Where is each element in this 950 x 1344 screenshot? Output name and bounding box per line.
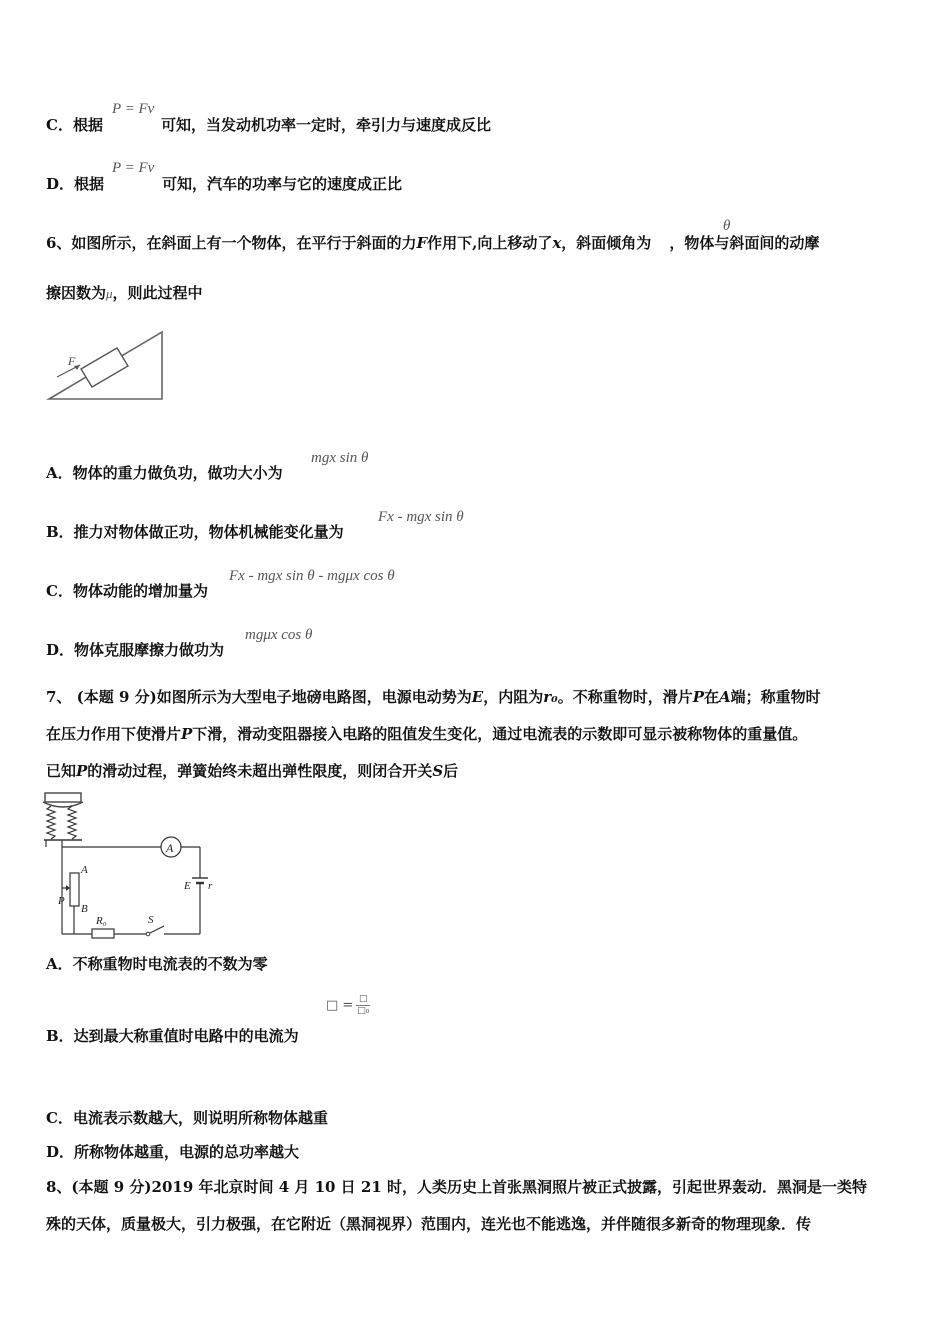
weighing-platform [45,793,81,802]
q7-option-b-formula-denominator: □₀ [357,1006,370,1016]
q5-option-c-prefix: C．根据 [46,116,103,134]
q7-option-b-formula [326,994,370,1017]
resistor-R0 [92,929,114,938]
q7-stem-line3 [46,761,458,781]
force-label-F: F [68,354,76,368]
q8-stem-line2: 殊的天体，质量极大，引力极强，在它附近（黑洞视界）范围内，连光也不能逃逸，并伴随很多新奇的物理现象．传 [46,1215,812,1233]
q7-stem-line1 [46,687,821,707]
q6-text: 作用下,向上移动了 [427,234,553,252]
q6-var-x: x [552,234,562,252]
q6-var-F: F [416,234,428,252]
q6-option-c-text: C．物体动能的增加量为 [46,582,208,600]
q7-var-P: P [181,725,193,743]
platform-base [43,802,83,807]
spring-right [68,806,76,839]
q7-stem-line2 [46,724,807,744]
q6-option-d-text: D．物体克服摩擦力做功为 [46,641,225,659]
q7-var-A: A [719,688,731,706]
q7-option-b-formula-lhs: □ = [326,998,354,1013]
q7-text: 已知 [46,762,77,780]
incline-figure [44,325,170,407]
q5-option-c [46,115,491,135]
q7-text: 在压力作用下使滑片 [46,725,182,743]
rheostat [70,873,79,906]
q7-option-a: A．不称重物时电流表的不数为零 [46,955,268,973]
q6-stem-line2 [46,283,203,304]
q6-option-b-text: B．推力对物体做正功，物体机械能变化量为 [46,523,344,541]
q6-option-b-formula: Fx - mgx sin θ [378,509,464,525]
q7-text: 端；称重物时 [730,688,821,706]
q6-mu-symbol: μ [106,286,113,301]
q7-option-d: D．所称物体越重，电源的总功率越大 [46,1143,300,1161]
weighbridge-circuit-figure [40,790,220,942]
q7-text: 下滑，滑动变阻器接入电路的阻值发生变化，通过电流表的示数即可显示被称物体的重量值。 [192,725,808,743]
q6-text: ，斜面倾角为 [561,234,652,252]
q5-option-d-suffix: 可知，汽车的功率与它的速度成正比 [162,175,403,193]
q6-option-c [46,581,208,601]
q6-option-a-formula: mgx sin θ [311,450,369,466]
q7-var-P: P [692,688,704,706]
q7-var-r0: r₀ [543,688,558,706]
q7-text: ，内阻为 [483,688,544,706]
q7-var-P: P [76,762,88,780]
q6-option-b [46,522,344,542]
q7-option-c: C．电流表示数越大，则说明所称物体越重 [46,1109,328,1127]
q7-option-b-formula-numerator: □ [359,994,368,1004]
q6-theta-symbol: θ [723,218,731,234]
resistor-label-R0: R₀ [96,915,107,927]
q5-option-c-suffix: 可知，当发动机功率一定时，牵引力与速度成反比 [160,116,491,134]
q6-option-d [46,640,224,660]
q7-text: 。不称重物时，滑片 [557,688,693,706]
q5-option-d-formula: P = Fv [112,160,155,176]
q7-text: 在 [703,688,719,706]
q5-option-d-prefix: D．根据 [46,175,105,193]
q6-text: 擦因数为 [46,284,107,302]
incline-block [81,348,128,387]
q5-option-d [46,174,402,194]
q7-var-S: S [432,762,444,780]
rheostat-label-A: A [81,864,88,876]
q7-text: 的滑动过程，弹簧始终未超出弹性限度，则闭合开关 [87,762,433,780]
q6-text: ，物体与斜面间的动摩 [669,234,820,252]
q6-option-a [46,463,283,483]
switch-label-S: S [148,914,154,926]
q8-stem-line1: 8、(本题 9 分)2019 年北京时间 4 月 10 日 21 时，人类历史上首张黑洞照片被正式披露，引起世界轰动．黑洞是一类特 [46,1178,868,1196]
battery-label-E: E [184,880,191,892]
q6-stem-line1 [46,233,819,253]
q6-text: ，则此过程中 [112,284,203,302]
q6-option-a-text: A．物体的重力做负功，做功大小为 [46,464,283,482]
q6-text: 6、如图所示，在斜面上有一个物体，在平行于斜面的力 [46,234,417,252]
battery-label-r: r [208,880,213,892]
q7-option-b-text: B．达到最大称重值时电路中的电流为 [46,1027,299,1045]
ammeter-label: A [166,841,174,855]
slider-label-P: P [58,895,65,907]
switch-S [150,926,164,933]
q5-option-c-formula: P = Fv [112,101,155,117]
q7-text: 7、 (本题 9 分)如图所示为大型电子地磅电路图，电源电动势为 [46,688,472,706]
q7-option-b [46,1026,299,1046]
q6-option-d-formula: mgμx cos θ [245,627,313,643]
spring-left [47,806,55,839]
q7-var-E: E [471,688,484,706]
q6-option-c-formula: Fx - mgx sin θ - mgμx cos θ [229,568,395,584]
q7-text: 后 [443,762,459,780]
rheostat-label-B: B [81,903,88,915]
